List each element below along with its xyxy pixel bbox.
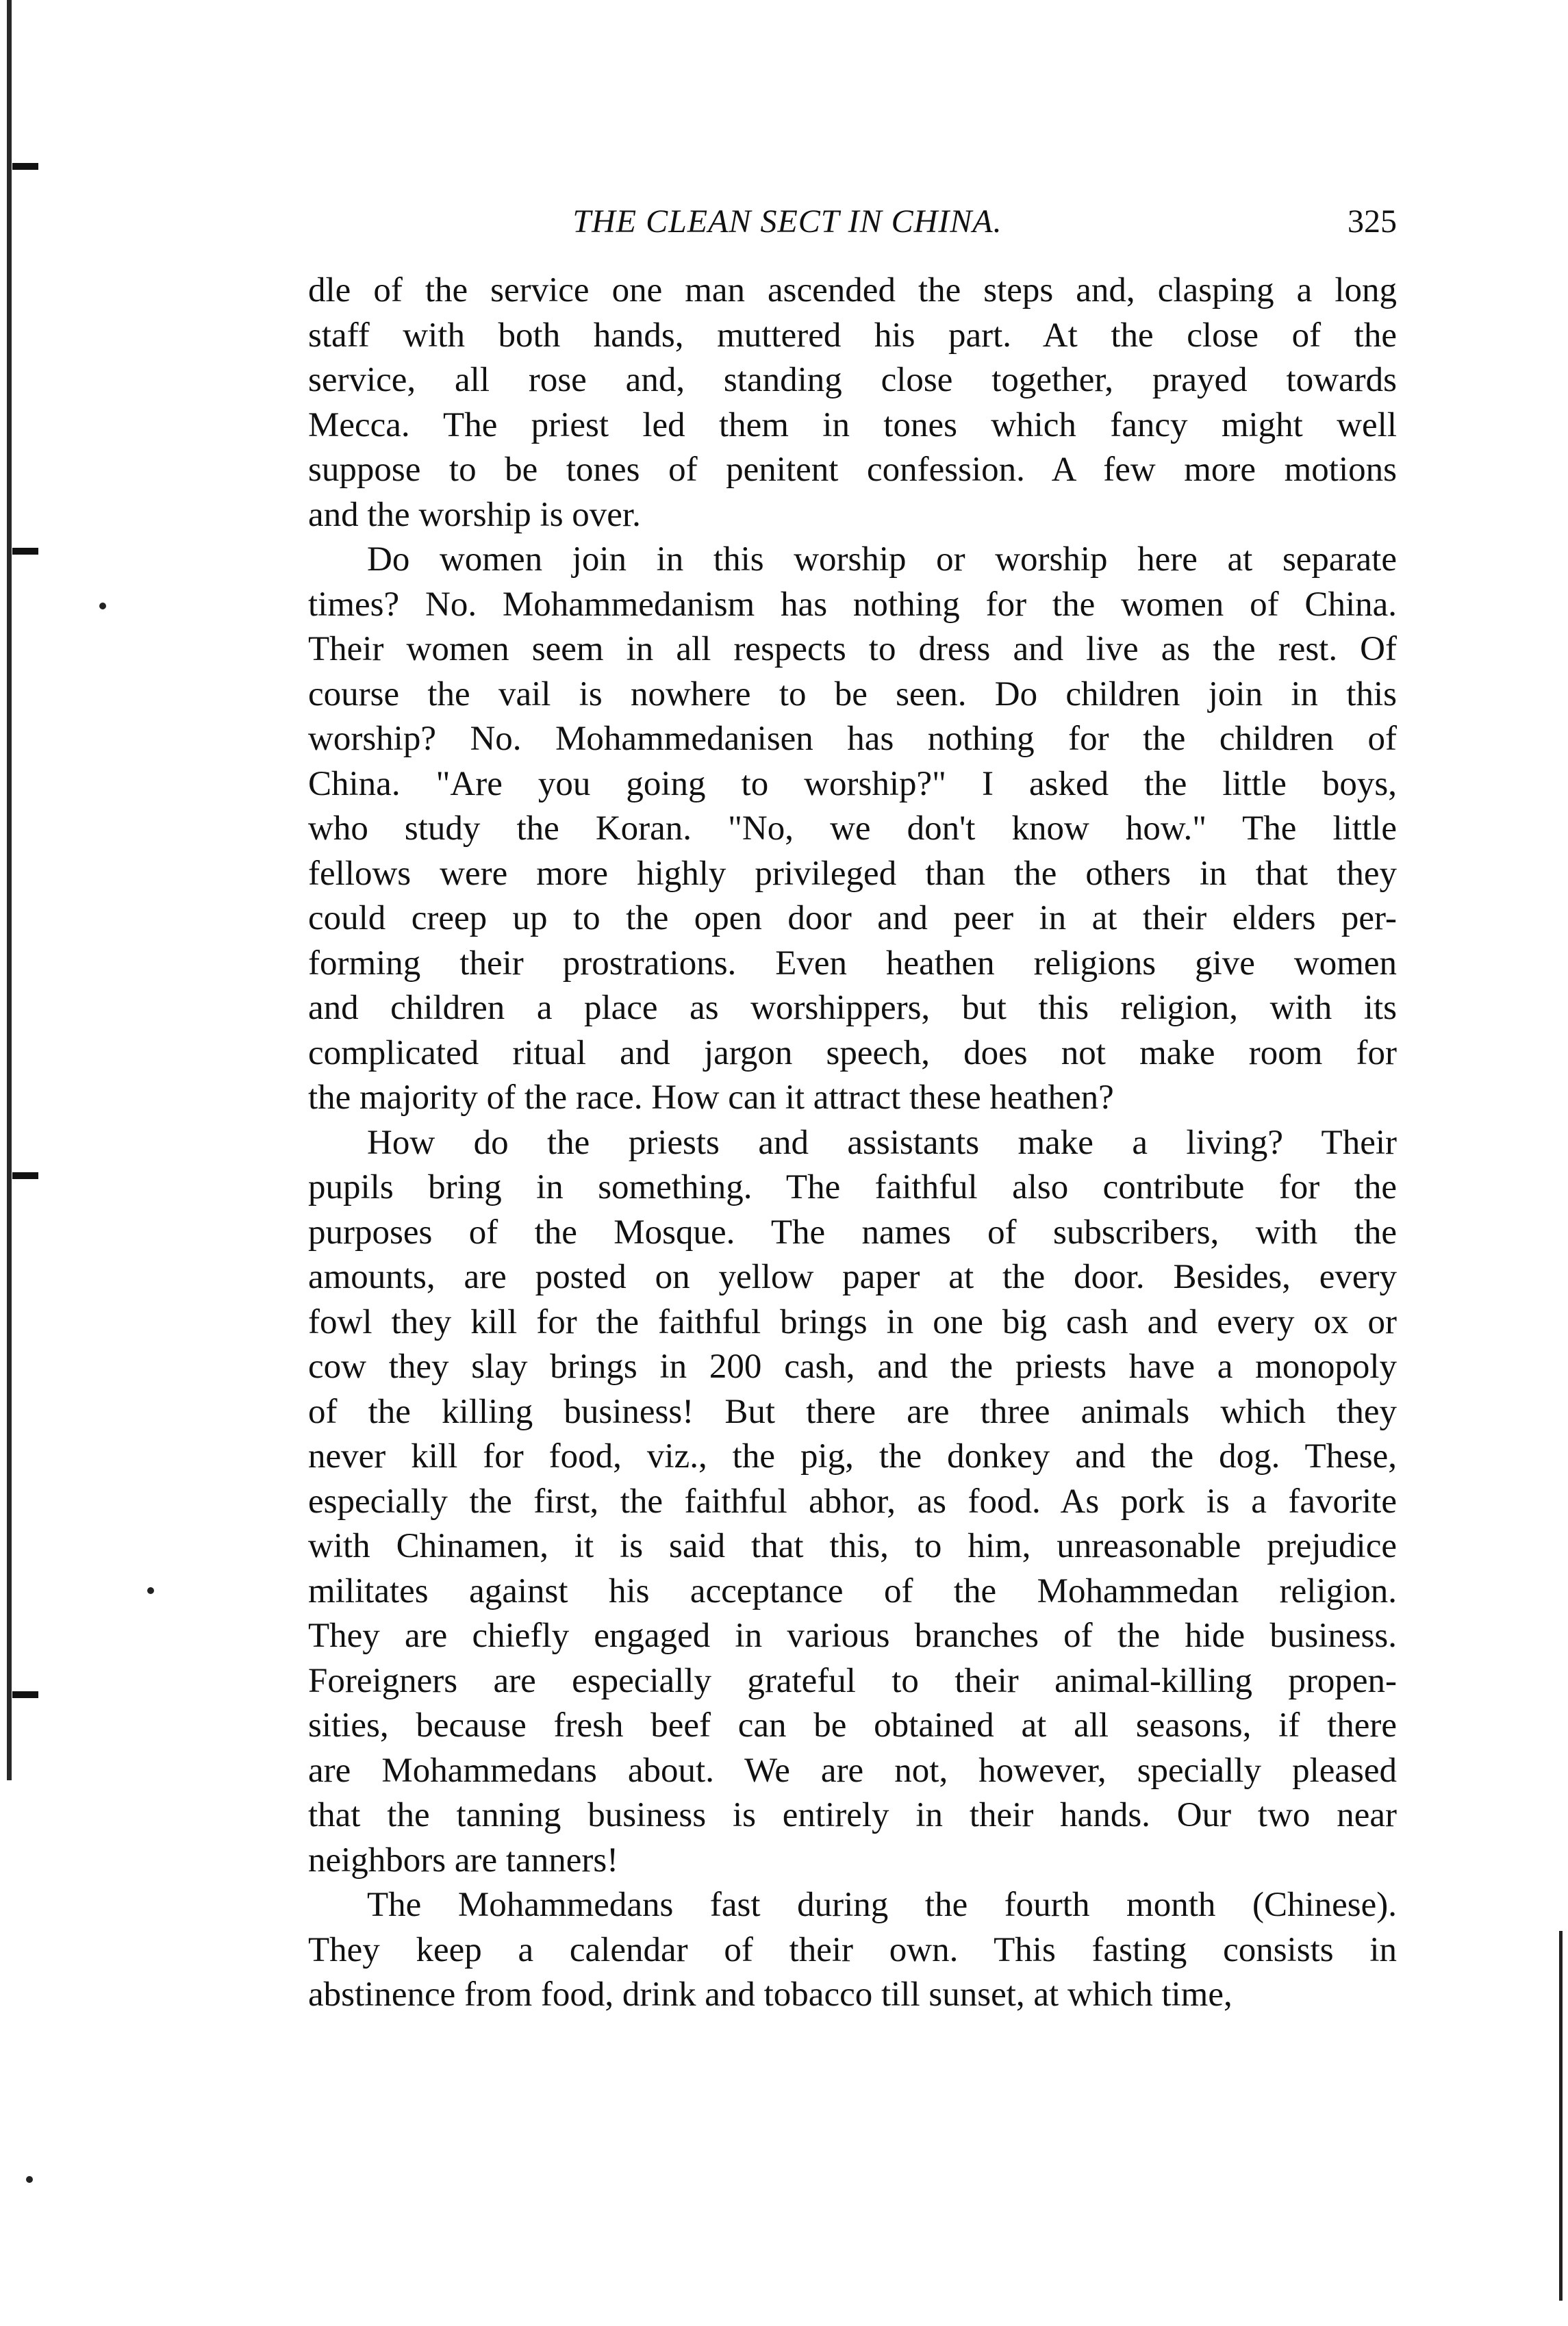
text-line: militates against his acceptance of the Mohammedan religion. — [308, 1571, 1397, 1610]
text-line: could creep up to the open door and peer in at their elders per- — [308, 899, 1397, 937]
scan-speck — [26, 2176, 33, 2183]
text-line: pupils bring in something. The faithful also contribute for the — [308, 1168, 1397, 1206]
text-line: The Mohammedans fast during the fourth month (Chinese). — [367, 1886, 1397, 1924]
text-line: course the vail is nowhere to be seen. Do children join in this — [308, 674, 1397, 713]
running-head — [308, 203, 1397, 251]
text-line: Foreigners are especially grateful to their animal-killing propen- — [308, 1661, 1397, 1700]
text-line: abstinence from food, drink and tobacco till sunset, at which time, — [308, 1975, 1232, 2014]
paragraph — [308, 1121, 1397, 1884]
binding-mark — [12, 1691, 38, 1698]
text-line: They keep a calendar of their own. This fasting consists in — [308, 1930, 1397, 1969]
page-edge-shadow — [1559, 1931, 1563, 2301]
text-line: never kill for food, viz., the pig, the donkey and the dog. These, — [308, 1437, 1397, 1476]
text-line: Their women seem in all respects to dress and live as the rest. Of — [308, 630, 1397, 668]
text-line: fowl they kill for the faithful brings in one big cash and every ox or — [308, 1302, 1397, 1341]
binding-mark — [12, 548, 38, 555]
text-line: complicated ritual and jargon speech, does not make room for — [308, 1033, 1397, 1072]
text-line: are Mohammedans about. We are not, however, specially pleased — [308, 1751, 1397, 1790]
text-line: of the killing business! But there are three animals which they — [308, 1392, 1397, 1431]
running-title: THE CLEAN SECT IN CHINA. — [572, 203, 1002, 240]
text-line: How do the priests and assistants make a living? Their — [367, 1123, 1397, 1162]
text-line: dle of the service one man ascended the steps and, clasping a long — [308, 271, 1397, 309]
text-line: times? No. Mohammedanism has nothing for the women of China. — [308, 585, 1397, 624]
text-line: China. "Are you going to worship?" I asked the little boys, — [308, 764, 1397, 803]
text-line: amounts, are posted on yellow paper at the door. Besides, every — [308, 1258, 1397, 1296]
text-line: neighbors are tanners! — [308, 1841, 619, 1880]
text-line: with Chinamen, it is said that this, to him, unreasonable prejudice — [308, 1527, 1397, 1565]
paragraph — [308, 268, 1397, 538]
text-line: the majority of the race. How can it attract these heathen? — [308, 1078, 1114, 1117]
text-line: worship? No. Mohammedanisen has nothing for the children of — [308, 720, 1397, 758]
binding-mark — [12, 163, 38, 170]
text-line: They are chiefly engaged in various branches of the hide business. — [308, 1617, 1397, 1655]
body-text — [308, 268, 1397, 2018]
text-line: forming their prostrations. Even heathen religions give women — [308, 944, 1397, 983]
paragraph — [308, 1883, 1397, 2018]
text-line: service, all rose and, standing close together, prayed towards — [308, 361, 1397, 399]
binding-shadow — [7, 0, 18, 1780]
page-number: 325 — [1348, 203, 1397, 240]
text-line: especially the first, the faithful abhor, as food. As pork is a favorite — [308, 1482, 1397, 1521]
text-line: cow they slay brings in 200 cash, and the priests have a monopoly — [308, 1348, 1397, 1386]
text-line: purposes of the Mosque. The names of subscribers, with the — [308, 1213, 1397, 1252]
text-line: staff with both hands, muttered his part. At the close of the — [308, 316, 1397, 355]
binding-mark — [12, 1172, 38, 1179]
text-line: fellows were more highly privileged than the others in that they — [308, 854, 1397, 893]
text-line: Do women join in this worship or worship here at separate — [367, 540, 1397, 579]
text-line: Mecca. The priest led them in tones which fancy might well — [308, 405, 1397, 444]
text-line: that the tanning business is entirely in their hands. Our two near — [308, 1796, 1397, 1834]
text-line: sities, because fresh beef can be obtained at all seasons, if there — [308, 1706, 1397, 1745]
text-line: and the worship is over. — [308, 495, 641, 534]
text-line: who study the Koran. "No, we don't know how." The little — [308, 809, 1397, 848]
scan-speck — [99, 603, 106, 609]
text-line: and children a place as worshippers, but this religion, with its — [308, 989, 1397, 1027]
scan-speck — [147, 1587, 154, 1594]
text-line: suppose to be tones of penitent confession. A few more motions — [308, 451, 1397, 489]
paragraph — [308, 538, 1397, 1121]
